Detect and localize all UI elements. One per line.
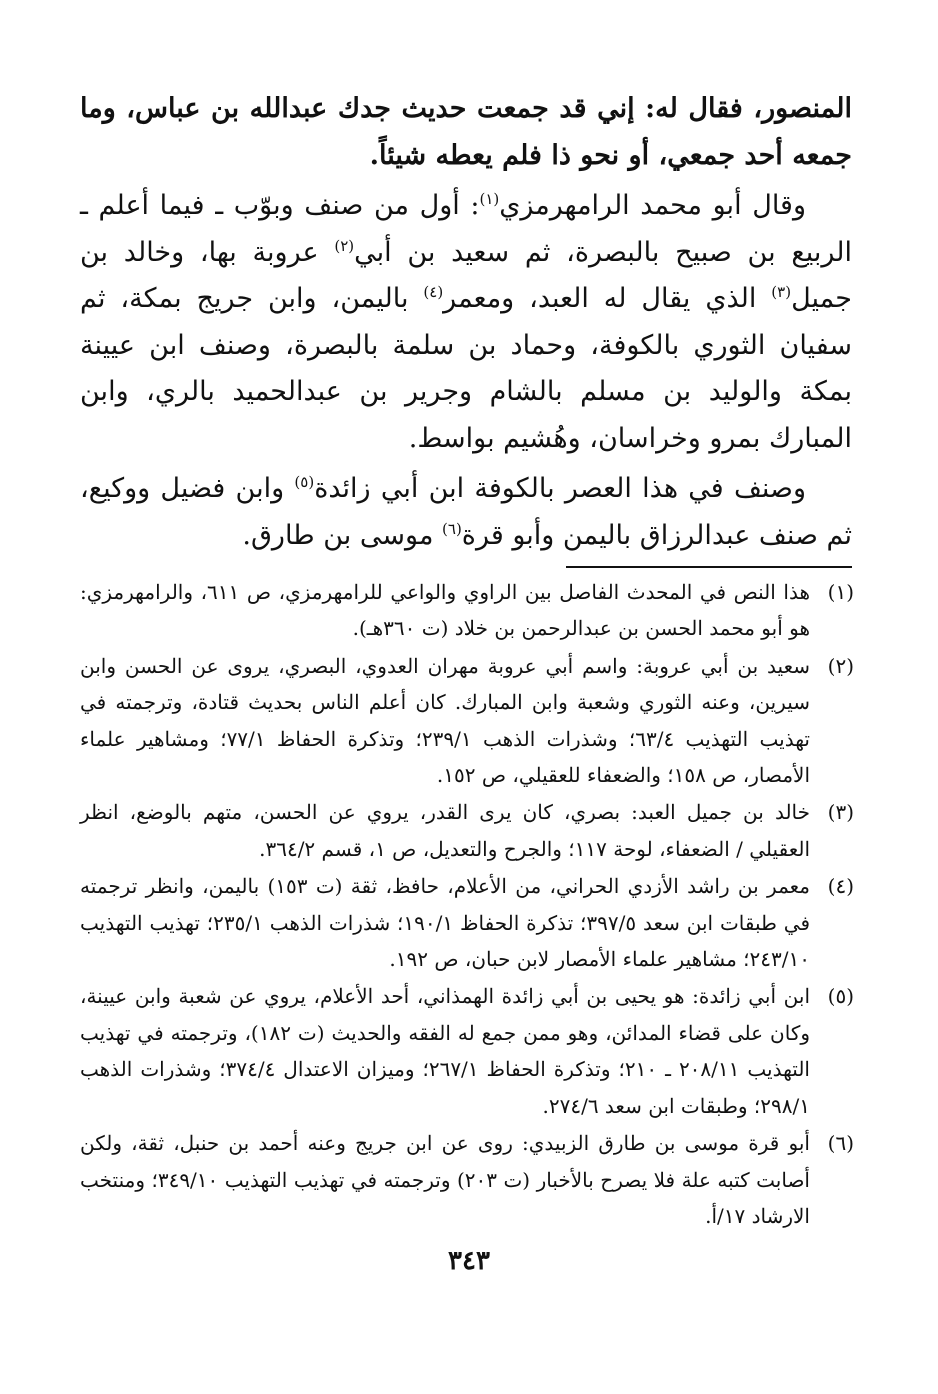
footnote-number: (٢) xyxy=(827,653,854,678)
main-text xyxy=(80,86,852,563)
footnote-text: خالد بن جميل العبد: بصري، كان يرى القدر، يروي عن الحسن، متهم بالوضع، انظر العقيلي / الضعفاء، لوحة ١١٧؛ والجرح والتعديل، ص ١، قسم ٣٦٤/٢. xyxy=(80,800,810,861)
footnote-5 xyxy=(80,978,854,1124)
paragraph-2-text-a: وقال أبو محمد الرامهرمزي xyxy=(499,190,806,221)
footnote-ref-2[interactable]: (٢) xyxy=(334,236,355,255)
footnote-4 xyxy=(80,868,854,977)
paragraph-2-text-d: الذي يقال له العبد، ومعمر xyxy=(443,283,772,314)
footnote-6 xyxy=(80,1125,854,1234)
page-number: ٣٤٣ xyxy=(448,1246,490,1276)
footnote-3 xyxy=(80,794,854,867)
paragraph-2-text-b: : أول من صنف وبوّب ـ فيما أعلم ـ الربيع بن صبيح بالبصرة، ثم سعيد بن أبي xyxy=(80,190,852,268)
footnote-text: أبو قرة موسى بن طارق الزبيدي: روى عن ابن جريج وعنه أحمد بن حنبل، ثقة، ولكن أصابت كتبه علة فلا يصرح بالأخبار (ت ٢٠٣) وترجمته في تهذيب التهذيب ٣٤٩/١٠؛ ومنتخب الارشاد ١٧/أ. xyxy=(80,1131,810,1228)
footnote-text: ابن أبي زائدة: هو يحيى بن أبي زائدة الهمذاني، أحد الأعلام، يروي عن شعبة وابن عيينة، وكان على قضاء المدائن، وهو ممن جمع له الفقه والحديث (ت ١٨٢)، وترجمته في تهذيب التهذيب ٢٠٨/١١ ـ ٢١٠؛ وتذكرة الحفاظ ٢٦٧/١؛ وميزان الاعتدال ٣٧٤/٤؛ وشذرات الذهب ٢٩٨/١؛ وطبقات ابن سعد ٢٧٤/٦. xyxy=(80,984,810,1118)
paragraph-3-text-c: موسى بن طارق. xyxy=(242,519,443,551)
paragraph-3-text-b: وابن فضيل ووكيع، ثم صنف عبدالرزاق باليمن وأبو قرة xyxy=(80,473,852,551)
footnote-ref-4[interactable]: (٤) xyxy=(423,283,444,301)
footnote-number: (٦) xyxy=(827,1131,854,1156)
paragraph-3-text-a: وصنف في هذا العصر بالكوفة ابن أبي زائدة xyxy=(314,473,807,504)
footnote-text: هذا النص في المحدث الفاصل بين الراوي والواعي للرامهرمزي، ص ٦١١، والرامهرمزي: هو أبو محمد الحسن بن عبدالرحمن بن خلاد (ت ٣٦٠هـ). xyxy=(80,580,810,641)
paragraph-3 xyxy=(80,466,852,559)
footnote-separator xyxy=(566,566,852,568)
footnote-1 xyxy=(80,574,854,647)
footnote-ref-6[interactable]: (٦) xyxy=(442,519,462,538)
footnote-2 xyxy=(80,648,854,794)
paragraph-1 xyxy=(80,86,852,179)
footnote-number: (٥) xyxy=(827,984,854,1009)
footnote-ref-3[interactable]: (٣) xyxy=(771,283,792,301)
footnote-number: (١) xyxy=(827,580,854,604)
footnote-number: (٣) xyxy=(827,800,854,825)
footnote-text: معمر بن راشد الأزدي الحراني، من الأعلام، حافظ، ثقة (ت ١٥٣) باليمن، وانظر ترجمته في طبقات ابن سعد ٣٩٧/٥؛ تذكرة الحفاظ ١٩٠/١؛ شذرات الذهب ٢٣٥/١؛ تهذيب التهذيب ٢٤٣/١٠؛ مشاهير علماء الأمصار لابن حبان، ص ١٩٢. xyxy=(80,874,811,972)
paragraph-2-text-c: عروبة بها، وخالد بن جميل xyxy=(80,236,852,314)
paragraph-1-text: المنصور، فقال له: إني قد جمعت حديث جدك عبدالله بن عباس، وما جمعه أحد جمعي، أو نحو ذا فلم يعطه شيئاً. xyxy=(80,93,852,171)
footnote-ref-1[interactable]: (١) xyxy=(479,190,500,208)
footnote-ref-5[interactable]: (٥) xyxy=(294,473,315,491)
paragraph-2-text-e: باليمن، وابن جريج بمكة، ثم سفيان الثوري بالكوفة، وحماد بن سلمة بالبصرة، وصنف ابن عيينة بمكة والوليد بن مسلم بالشام وجرير بن عبدالحميد بالري، وابن المبارك بمرو وخراسان، وهُشيم بواسط. xyxy=(80,283,852,454)
paragraph-2 xyxy=(80,183,852,462)
footnote-number: (٤) xyxy=(827,874,854,899)
footnote-text: سعيد بن أبي عروبة: واسم أبي عروبة مهران العدوي، البصري، يروى عن الحسن وابن سيرين، وعنه الثوري وشعبة وابن المبارك. كان أعلم الناس بحديث قتادة، وترجمته في تهذيب التهذيب ٦٣/٤؛ وشذرات الذهب ٢٣٩/١؛ وتذكرة الحفاظ ٧٧/١؛ ومشاهير علماء الأمصار، ص ١٥٨؛ والضعفاء للعقيلي، ص ١٥٢. xyxy=(80,653,810,788)
footnotes-list xyxy=(80,574,854,1235)
